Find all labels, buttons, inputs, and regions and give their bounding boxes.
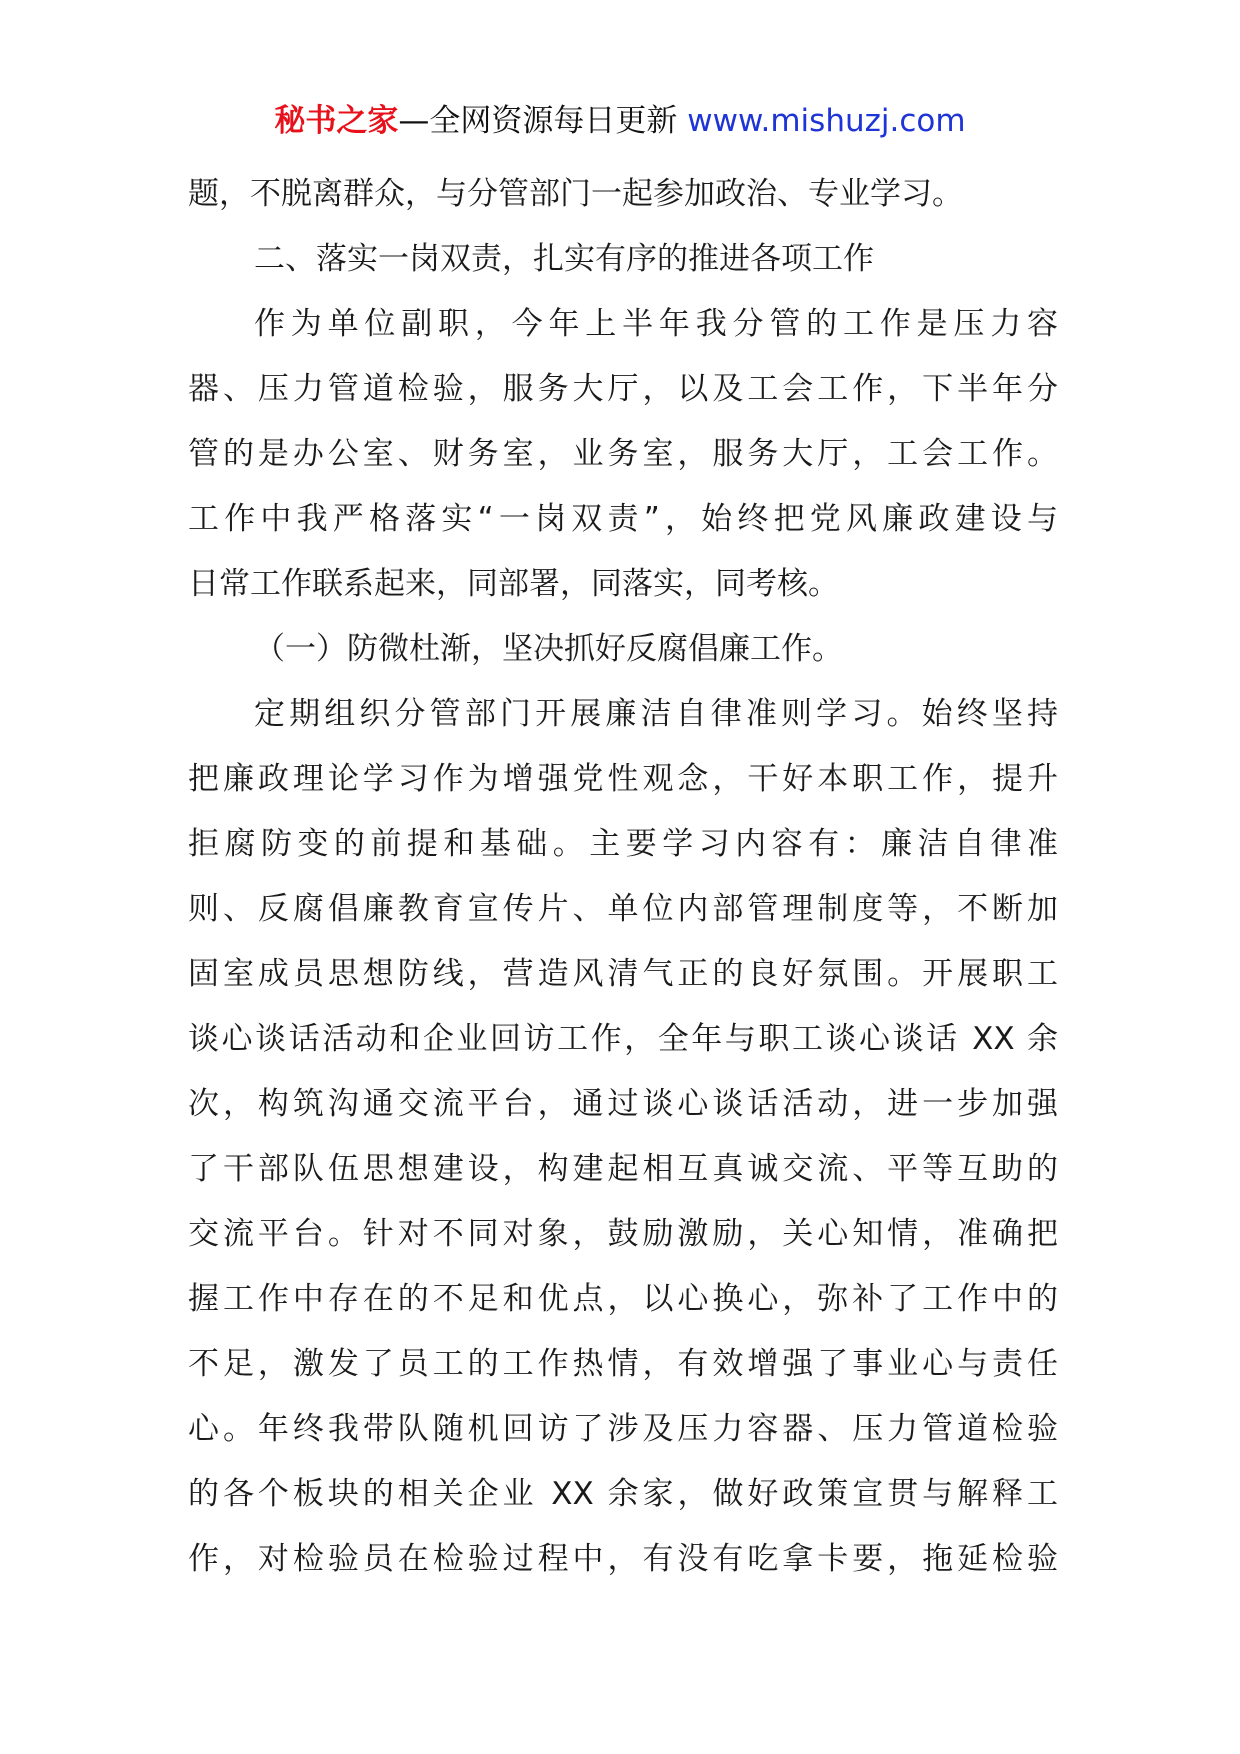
paragraph-line: 作为单位副职，今年上半年我分管的工作是压力容 (254, 306, 1058, 342)
paragraph-line: 握工作中存在的不足和优点，以心换心，弥补了工作中的 (188, 1281, 1058, 1317)
paragraph-line: 交流平台。针对不同对象，鼓励激励，关心知情，准确把 (188, 1216, 1058, 1252)
header-url[interactable]: www.mishuzj.com (687, 103, 966, 139)
header-tagline: —全网资源每日更新 (398, 103, 678, 139)
paragraph-line: 日常工作联系起来，同部署，同落实，同考核。 (188, 566, 839, 602)
text-line: 题，不脱离群众，与分管部门一起参加政治、专业学习。 (188, 176, 963, 212)
header-brand: 秘书之家 (274, 103, 399, 139)
page-header (0, 98, 1240, 144)
paragraph-line: 的各个板块的相关企业 XX 余家，做好政策宣贯与解释工 (188, 1476, 1058, 1512)
paragraph-line: 固室成员思想防线，营造风清气正的良好氛围。开展职工 (188, 956, 1058, 992)
paragraph-line: 不足，激发了员工的工作热情，有效增强了事业心与责任 (188, 1346, 1058, 1382)
paragraph-line: 拒腐防变的前提和基础。主要学习内容有：廉洁自律准 (188, 826, 1058, 862)
paragraph-line: 谈心谈话活动和企业回访工作，全年与职工谈心谈话 XX 余 (188, 1021, 1058, 1057)
paragraph-line: 了干部队伍思想建设，构建起相互真诚交流、平等互助的 (188, 1151, 1058, 1187)
paragraph-line: 把廉政理论学习作为增强党性观念，干好本职工作，提升 (188, 761, 1058, 797)
document-body (188, 162, 1058, 1592)
paragraph-line: 作，对检验员在检验过程中，有没有吃拿卡要，拖延检验 (188, 1541, 1058, 1577)
paragraph-line: 则、反腐倡廉教育宣传片、单位内部管理制度等，不断加 (188, 891, 1058, 927)
paragraph-line: 器、压力管道检验，服务大厅，以及工会工作，下半年分 (188, 371, 1058, 407)
paragraph-line: 管的是办公室、财务室，业务室，服务大厅，工会工作。 (188, 436, 1058, 472)
paragraph-line: 工作中我严格落实“一岗双责”，始终把党风廉政建设与 (188, 501, 1058, 537)
subsection-heading: （一）防微杜渐，坚决抓好反腐倡廉工作。 (254, 631, 843, 667)
paragraph-line: 心。年终我带队随机回访了涉及压力容器、压力管道检验 (188, 1411, 1058, 1447)
paragraph-line: 次，构筑沟通交流平台，通过谈心谈话活动，进一步加强 (188, 1086, 1058, 1122)
paragraph-line: 定期组织分管部门开展廉洁自律准则学习。始终坚持 (254, 696, 1058, 732)
section-heading: 二、落实一岗双责，扎实有序的推进各项工作 (254, 241, 874, 277)
